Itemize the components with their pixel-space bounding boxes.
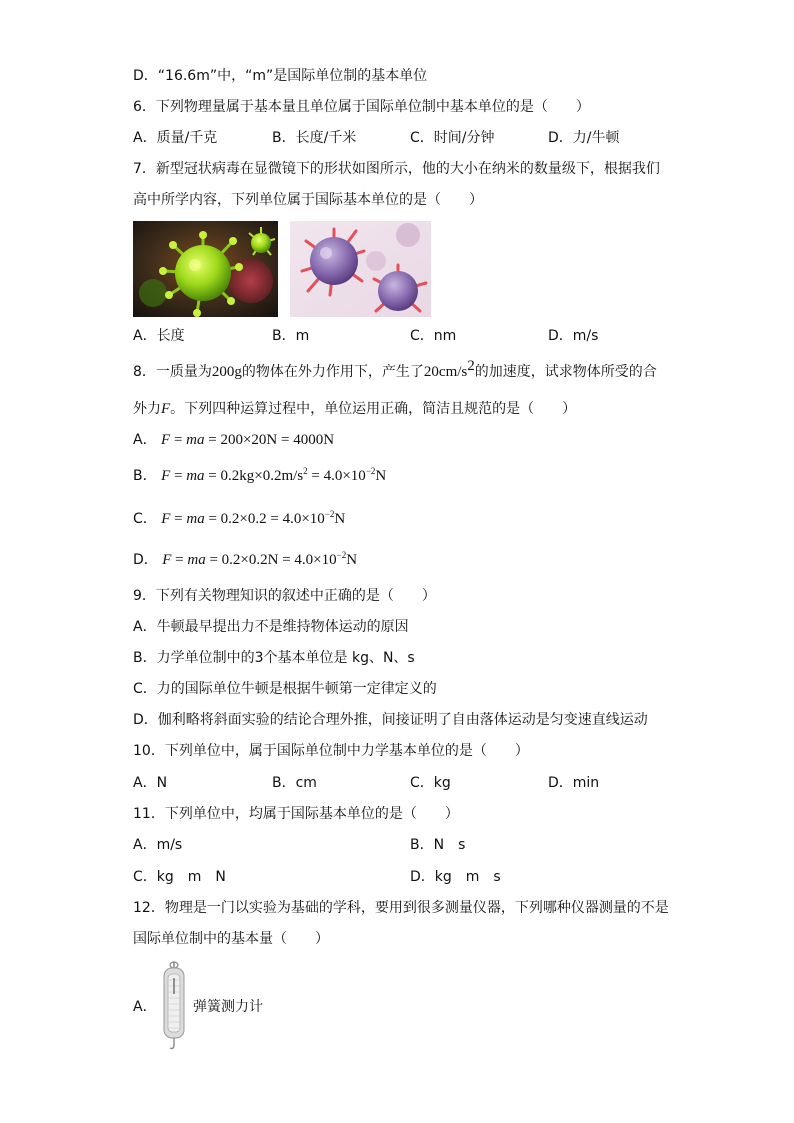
q9-option-a: A．牛顿最早提出力不是维持物体运动的原因 <box>133 619 409 635</box>
line-d-statement: D．“16.6m”中，“m”是国际单位制的基本单位 <box>133 68 428 84</box>
question-12-line-1: 12．物理是一门以实验为基础的学科，要用到很多测量仪器，下列哪种仪器测量的不是 <box>133 900 669 916</box>
q7-option-d: D．m/s <box>548 328 599 344</box>
question-12-line-2: 国际单位制中的基本量（ ） <box>133 931 329 947</box>
q11-option-a: A．m/s <box>133 837 183 853</box>
q7-option-b: B．m <box>272 328 310 344</box>
q11-option-b: B．N s <box>410 837 466 853</box>
q8-option-b: B． F = ma = $0.2kg\times 0.2m/s^2 = 4.0\times 10^{-2}N$ <box>133 466 387 484</box>
q7-option-a: A．长度 <box>133 328 185 344</box>
question-11: 11．下列单位中，均属于国际基本单位的是（ ） <box>133 806 459 822</box>
q6-option-b: B．长度/千米 <box>272 130 357 146</box>
q8-option-d: D． F = ma = $0.2\times 0.2N = 4.0\times 10^{-2}N$ <box>133 550 358 568</box>
q11-option-c: C．kg m N <box>133 869 226 885</box>
q6-option-a: A．质量/千克 <box>133 130 218 146</box>
q9-option-c: C．力的国际单位牛顿是根据牛顿第一定律定义的 <box>133 681 437 697</box>
spring-scale-image <box>160 960 188 1052</box>
q8-option-a: A． F = ma = 200×20N = 4000N <box>133 432 335 448</box>
q8-option-c: C． F = ma = $0.2\times 0.2 = 4.0\times 10^{-2}N$ <box>133 509 346 527</box>
virus-image-pink <box>290 221 431 317</box>
question-9: 9．下列有关物理知识的叙述中正确的是（ ） <box>133 588 436 604</box>
q6-option-c: C．时间/分钟 <box>410 130 495 146</box>
q7-option-c: C．nm <box>410 328 457 344</box>
question-8-line-1: 8．一质量为200g的物体在外力作用下，产生了$20cm/s^2$的加速度，试求物体所受的合 <box>133 358 657 380</box>
q10-option-c: C．kg <box>410 775 451 791</box>
q10-option-b: B．cm <box>272 775 317 791</box>
question-6: 6．下列物理量属于基本量且单位属于国际单位制中基本单位的是（ ） <box>133 99 590 115</box>
q12-option-a-label: A． <box>133 999 157 1015</box>
q6-option-d: D．力/牛顿 <box>548 130 620 146</box>
question-7-line-2: 高中所学内容，下列单位属于国际基本单位的是（ ） <box>133 192 483 208</box>
question-7-line-1: 7．新型冠状病毒在显微镜下的形状如图所示，他的大小在纳米的数量级下，根据我们 <box>133 161 660 177</box>
q9-option-b: B．力学单位制中的3个基本单位是 kg、N、s <box>133 650 415 666</box>
q10-option-d: D．min <box>548 775 600 791</box>
question-10: 10．下列单位中，属于国际单位制中力学基本单位的是（ ） <box>133 743 529 759</box>
question-8-line-2: 外力F。下列四种运算过程中，单位运用正确，简洁且规范的是（ ） <box>133 401 577 417</box>
q10-option-a: A．N <box>133 775 168 791</box>
q12-option-a-text: 弹簧测力计 <box>193 999 263 1015</box>
q9-option-d: D．伽利略将斜面实验的结论合理外推，间接证明了自由落体运动是匀变速直线运动 <box>133 712 648 728</box>
virus-image-green <box>133 221 278 317</box>
q11-option-d: D．kg m s <box>410 869 501 885</box>
